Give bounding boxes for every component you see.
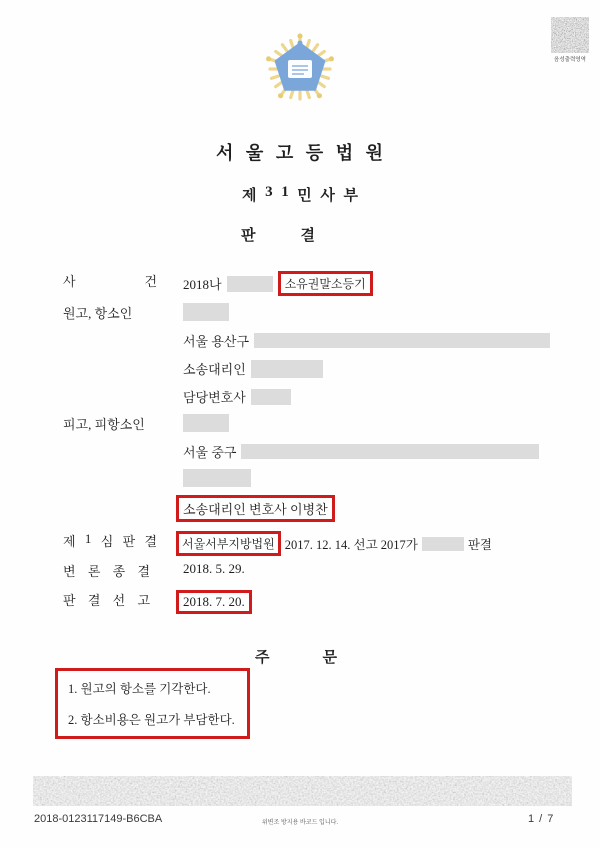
sentencing-label: 판 결 선 고: [63, 593, 150, 608]
case-type-highlight: 소유권말소등기: [278, 271, 373, 296]
closing-label: 변 론 종 결: [63, 564, 150, 579]
first-instance-suffix: 판결: [467, 537, 493, 552]
page-number: 1 / 7: [528, 813, 555, 825]
defendant-row: [63, 414, 145, 434]
redaction-box: [251, 389, 291, 405]
division-title: 제 3 1 민 사 부: [242, 184, 358, 204]
defendant-counsel-highlight: 소송대리인 변호사 이병찬: [176, 495, 335, 522]
closing-row: [63, 561, 245, 581]
redaction-box: [422, 537, 464, 551]
barcode-caption: 위변조 방지용 바코드 입니다.: [261, 820, 339, 826]
voice-output-barcode: [551, 17, 589, 53]
attorney-label: 담당변호사: [183, 390, 246, 405]
redaction-box: [183, 303, 229, 321]
redaction-box: [241, 444, 539, 459]
anti-forgery-barcode: [33, 776, 572, 806]
case-row: [63, 271, 366, 292]
plaintiff-row: [63, 303, 132, 323]
redaction-box: [183, 469, 251, 487]
order-item-2: 2. 항소비용은 원고가 부담한다.: [68, 713, 235, 727]
plaintiff-label: 원고, 항소인: [63, 306, 133, 321]
defendant-address-prefix: 서울 중구: [183, 445, 237, 460]
order-item-1: 1. 원고의 항소를 기각한다.: [68, 682, 211, 696]
sentencing-date-highlight: 2018. 7. 20.: [176, 590, 252, 614]
first-instance-row: [63, 531, 493, 552]
case-label: 사 건: [63, 274, 157, 289]
redaction-box: [254, 333, 550, 348]
redaction-box: [183, 414, 229, 432]
emblem-inner-plaque: [288, 60, 312, 78]
document-type-title: 판 결: [241, 228, 315, 244]
redaction-box: [251, 360, 323, 378]
defendant-label: 피고, 피항소인: [63, 417, 145, 432]
document-id: 2018-0123117149-B6CBA: [34, 813, 163, 825]
closing-date: 2018. 5. 29.: [183, 561, 245, 576]
order-highlight-box: [55, 668, 250, 739]
order-heading: 주 문: [255, 650, 337, 666]
case-number-prefix: 2018나: [183, 277, 222, 292]
sentencing-row: [63, 590, 245, 610]
first-instance-label: 제 1 심 판 결: [63, 531, 157, 549]
redaction-box: [227, 276, 273, 292]
court-emblem-icon: [260, 30, 340, 106]
court-name-title: 서 울 고 등 법 원: [216, 143, 384, 163]
first-instance-court-highlight: 서울서부지방법원: [176, 531, 281, 556]
first-instance-detail: 2017. 12. 14. 선고 2017가: [284, 537, 418, 552]
plaintiff-address-prefix: 서울 용산구: [183, 334, 250, 349]
voice-barcode-caption: 음성출력영역: [554, 57, 586, 63]
counsel-label: 소송대리인: [183, 362, 246, 377]
